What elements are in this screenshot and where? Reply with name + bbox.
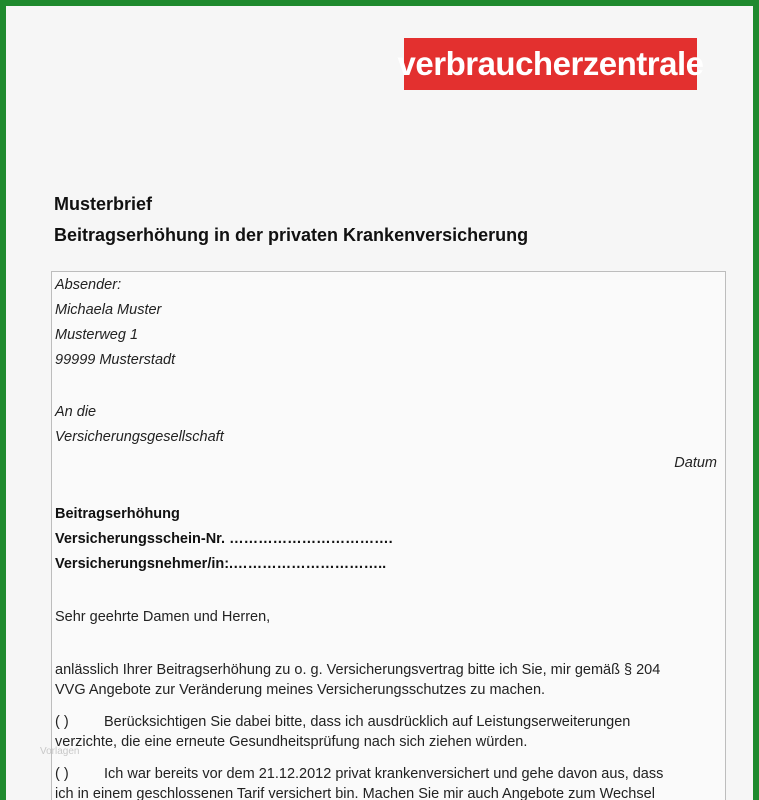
option-1 xyxy=(55,712,715,752)
salutation: Sehr geehrte Damen und Herren, xyxy=(55,609,271,625)
option-1-checkbox[interactable]: ( ) xyxy=(55,714,69,730)
body-line-2: VVG Angebote zur Veränderung meines Versicherungsschutzes zu machen. xyxy=(55,682,546,698)
watermark: Vorlagen xyxy=(40,746,80,757)
recipient-line-2: Versicherungsgesellschaft xyxy=(55,429,224,445)
policy-holder: Versicherungsnehmer/in:.………………………….. xyxy=(55,556,387,572)
option-2-line-2: ich in einem geschlossenen Tarif versichert bin. Machen Sie mir auch Angebote zum Wechsel xyxy=(55,786,655,800)
option-2 xyxy=(55,764,715,800)
document-page xyxy=(6,6,753,800)
letter-box xyxy=(51,271,726,800)
sender-city: 99999 Musterstadt xyxy=(55,352,176,368)
policy-number: Versicherungsschein-Nr. ……………………………. xyxy=(55,531,393,547)
document-subtitle: Beitragserhöhung in der privaten Krankenversicherung xyxy=(54,225,529,245)
option-2-line-1: Ich war bereits vor dem 21.12.2012 privat krankenversichert und gehe davon aus, dass xyxy=(104,766,664,782)
document-title: Musterbrief xyxy=(54,194,153,214)
option-1-line-2: verzichte, die eine erneute Gesundheitsprüfung nach sich ziehen würden. xyxy=(55,734,528,750)
option-2-checkbox[interactable]: ( ) xyxy=(55,766,69,782)
sender-street: Musterweg 1 xyxy=(55,327,139,343)
sender-name: Michaela Muster xyxy=(55,302,162,318)
recipient-line-1: An die xyxy=(55,404,97,420)
option-1-line-1: Berücksichtigen Sie dabei bitte, dass ich ausdrücklich auf Leistungserweiterungen xyxy=(104,714,631,730)
sender-label: Absender: xyxy=(55,277,122,293)
body-paragraph xyxy=(55,660,715,700)
letter-subject: Beitragserhöhung xyxy=(55,506,180,522)
letter-date: Datum xyxy=(674,455,717,471)
body-line-1: anlässlich Ihrer Beitragserhöhung zu o. g. Versicherungsvertrag bitte ich Sie, mir gemäß § 204 xyxy=(55,662,661,678)
brand-logo: verbraucherzentrale xyxy=(404,38,697,90)
